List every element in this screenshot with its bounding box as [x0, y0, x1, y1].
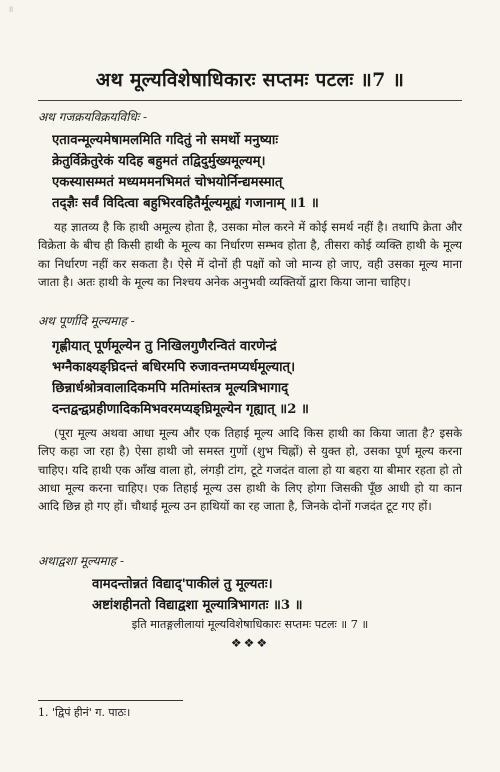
- hindi-commentary-2: [38, 424, 462, 515]
- verse-line: अष्टांशहीनतो विद्याद्वशा मूल्यात्रिभागतः ॥3 ॥: [92, 598, 303, 613]
- commentary-text: यह ज्ञातव्य है कि हाथी अमूल्य होता है, उसका मोल करने में कोई समर्थ नहीं है। तथापि क्रेता और विक्रेता के बीच ही किसी हाथी के मूल्य का निर्धारण सम्भव होता है, तीसरा कोई व्यक्ति हाथी के मूल्य का निर्धारण नहीं कर सकता है। ऐसे में दोनों ही पक्षों को जो मान्य हो जाए, वही उसका मूल्य माना जाता है। अतः हाथी के मूल्य का निश्चय अनेक अनुभवी व्यक्तियों द्वारा किया जाना चाहिए।: [38, 220, 462, 289]
- verse-line: छिन्नार्धश्रोत्रवालादिकमपि मतिमांस्तत्र मूल्यत्रिभागाद्: [52, 381, 289, 396]
- page-corner-mark: ॥: [8, 5, 14, 15]
- ornament-divider: ❖❖❖: [230, 636, 270, 650]
- section-heading-2: अथ पूर्णादि मूल्यमाह -: [38, 314, 135, 328]
- sanskrit-verse-2: [52, 336, 462, 420]
- sanskrit-verse-1: [52, 130, 462, 214]
- verse-line: भग्नैकाक्ष्यङ्घ्रिदन्तं बधिरमपि रुजावन्तमप्यर्धमूल्यात्।: [52, 360, 296, 375]
- verse-line: क्रेतुर्विक्रेतुरेकं यदिह बहुमतं तद्विदुर्मुख्यमूल्यम्।: [52, 154, 266, 169]
- verse-line: एकस्यासम्मतं मध्यममनभिमतं चोभयोर्निन्द्यमस्मात्: [52, 175, 283, 190]
- chapter-title: अथ मूल्यविशेषाधिकारः सप्तमः पटलः ॥7 ॥: [95, 69, 405, 91]
- verse-line: एतावन्मूल्यमेषामलमिति गदितुं नो समर्थो मनुष्याः: [52, 133, 279, 148]
- hindi-commentary-1: [38, 218, 462, 291]
- verse-line: तद्ज्ञैः सर्वं विदित्वा बहुभिरवहितैर्मूल्यमूह्यं गजानाम् ॥1 ॥: [52, 196, 319, 211]
- section-heading-3: अथाद्वशा मूल्यमाह -: [38, 554, 125, 568]
- footnote: 1. 'द्विपं हीनं' ग. पाठः।: [38, 706, 131, 719]
- verse-line: वामदन्तोन्नतं विद्याद्'पाकीलं तु मूल्यतः।: [92, 577, 273, 592]
- verse-line: गृह्णीयात् पूर्णमूल्येन तु निखिलगुणैरन्वितं वारणेन्द्रं: [52, 339, 277, 354]
- chapter-colophon: इति मातङ्गलीलायां मूल्यविशेषाधिकारः सप्तमः पटलः ॥ 7 ॥: [131, 618, 369, 631]
- verse-line: दन्तद्वन्द्वप्रहीणादिकमिभवरमप्यङ्घ्रिमूल्येन गृह्यात् ॥2 ॥: [52, 402, 309, 417]
- sanskrit-verse-3: [92, 574, 462, 616]
- commentary-text: (पूरा मूल्य अथवा आधा मूल्य और एक तिहाई मूल्य आदि किस हाथी का किया जाता है? इसके लिए कहा जा रहा है) ऐसा हाथी जो समस्त गुणों (शुभ चिह्नों) से युक्त हो, उसका पूर्ण मूल्य करना चाहिए। यदि हाथी एक आँख वाला हो, लंगड़ी टांग, टूटे गजदंत वाला हो या बहरा या बीमार रहता हो तो आधा मूल्य करना चाहिए। एक तिहाई मूल्य उस हाथी के लिए होगा जिसकी पूँछ आधी हो या कान आदि छिन्न हो गए हों। चौथाई मूल्य उन हाथियों का रह जाता है, जिनके दोनों गजदंत टूट गए हों।: [38, 426, 462, 514]
- footnote-rule: [38, 700, 183, 701]
- title-divider: [38, 100, 462, 101]
- section-heading-1: अथ गजक्रयविक्रयविधिः -: [38, 110, 148, 124]
